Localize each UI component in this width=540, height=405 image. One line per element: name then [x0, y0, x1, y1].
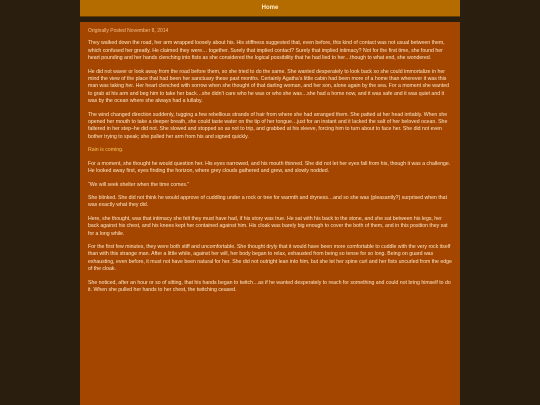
paragraph-4: For a moment, she thought he would question her. His eyes narrowed, and his mouth thinned. She did not let her eyes fall from his, though it was a challenge. He looked away first, eyes finding the horizon, where grey clouds gathered and grew, and slowly nodded.	[88, 160, 451, 175]
paragraph-7: Here, she thought, was that intimacy she felt they must have had, if his story was true. He sat with his back to the stone, and she sat between his legs, her back against his chest, and his knees kept her contained against him. His cloak was barely big enough to cover the both of them, and in this position they sat for a long while.	[88, 215, 448, 237]
paragraph-8: For the first few minutes, they were both stiff and uncomfortable. She thought dryly that it would have been more comfortable to cuddle with the very rock itself than with this strange man. After a little while, against her will, her body began to relax, exhausted from being so tense for so long. Being on guard was exhausting, even before, it must not have been natural for her. She did not outright lean into him, but she let her spine curl and her fists uncurled from the edge of the cloak.	[88, 243, 452, 273]
paragraph-2: He did not waver or look away from the road before them, so she tried to do the same. She wanted desperately to look back so she could immortalize in her mind the view of the place that had been her sanctuary these past months. Certainly Agatha’s little cabin had been more of a home than wherever it was this man was taking her. Her heart clenched with sorrow when she thought of that darling woman, and her son, alone again by the sea. For a moment she wanted to grab at his arm and beg him to take her back…she didn’t care who he was or who she was…she had a home now, and it was safe and it was quiet and it was by the ocean where she always had a lullaby.	[88, 68, 450, 105]
home-link[interactable]: Home	[261, 5, 279, 11]
paragraph-3: The wind changed direction suddenly, tugging a few rebellious strands of hair from where she had arranged them. She patted at her head irritably. When she opened her mouth to take a deeper breath, she could taste water on the tip of her tongue…just for an instant and it lacked the salt of her beloved ocean. She faltered in her step–he did not. She slowed and stopped so as not to trip, and grabbed at his sleeve, forcing him to turn about to face her. She did not even bother trying to speak; she pulled her arm from his and signed quickly.	[88, 111, 448, 140]
paragraph-9: She noticed, after an hour or so of sitting, that his hands began to twitch…as if he wanted desperately to reach for something and could not bring himself to do it. When she pulled her hands to her chest, the twitching ceased.	[88, 279, 451, 293]
paragraph-1: They walked down the road, her arm wrapped loosely about his. His stiffness suggested that, even before, this kind of contact was not usual between them, which confused her greatly. He claimed they were… together. Surely that implied contact? Surely that implied intimacy? Not for the first time, she found her heart pounding and her hands clenching into fists as she considered the logical possibility that he had lied to her…though to what end, she wondered.	[88, 40, 445, 62]
paragraph-5: “We will seek shelter when the time comes.”	[88, 181, 190, 188]
paragraph-6: She blinked. She did not think he would approve of cuddling under a rock or tree for warmth and dryness…and so she was (pleasantly?) surprised when that was exactly what they did.	[88, 194, 448, 209]
post-content	[80, 22, 460, 405]
section-heading: Rain is coming.	[88, 147, 124, 154]
post-meta: Originally Posted November 8, 2014	[88, 28, 169, 34]
top-nav-bar	[80, 0, 460, 17]
